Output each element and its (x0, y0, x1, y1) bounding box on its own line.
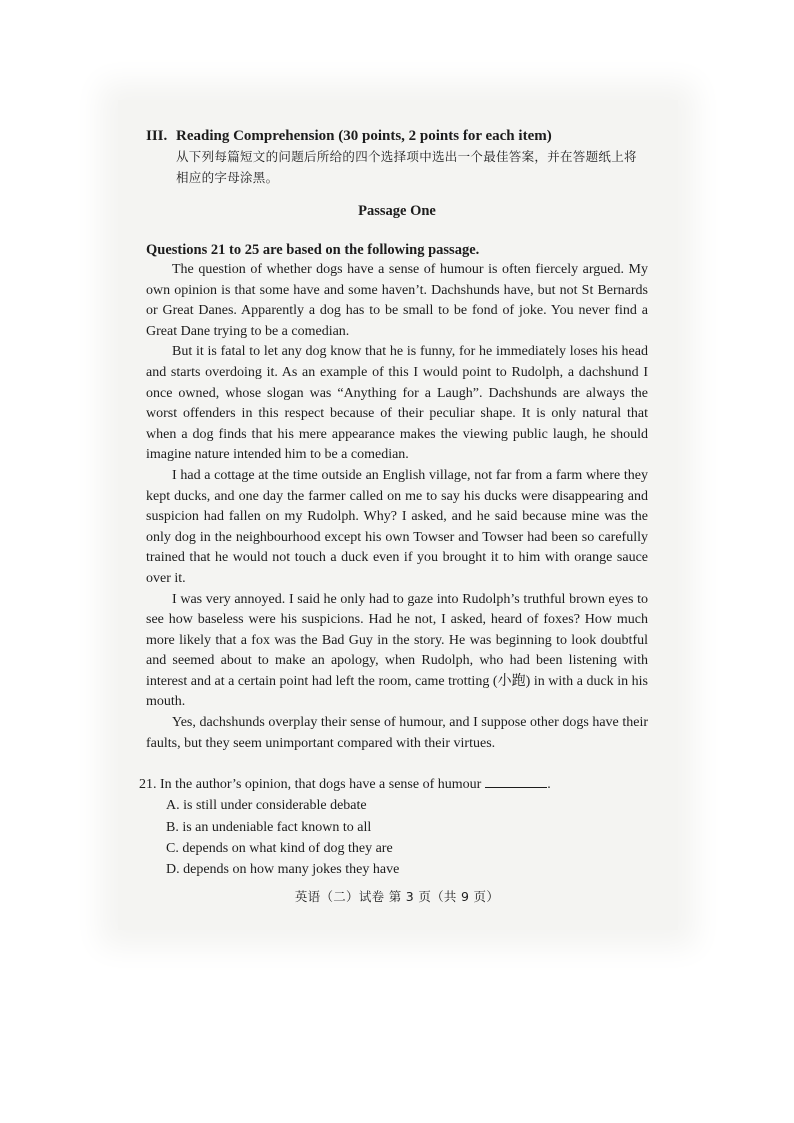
passage-body (146, 260, 648, 754)
option-a: A. is still under considerable debate (166, 798, 367, 814)
question-21 (139, 774, 648, 795)
section-title: Reading Comprehension (30 points, 2 points for each item) (176, 128, 552, 144)
passage-paragraph-5: Yes, dachshunds overplay their sense of humour, and I suppose other dogs have their faults, but they seem unimportant compared with their virtues. (146, 715, 648, 751)
question-stem-end: . (547, 777, 551, 793)
option-d: D. depends on how many jokes they have (166, 862, 400, 878)
section-number: III. (146, 128, 168, 144)
page-footer: 英语（二）试卷 第 3 页（共 9 页） (294, 888, 500, 904)
option-c: C. depends on what kind of dog they are (166, 841, 393, 857)
passage-title: Passage One (358, 203, 436, 219)
passage-paragraph-4: I was very annoyed. I said he only had to gaze into Rudolph’s truthful brown eyes to see how baseless were his suspicions. Had he not, I asked, heard of foxes? How much more likely that a fox was the Bad Guy in the story. He was beginning to look doubtful and seemed about to make an apology, when Rudolph, who had been listening with interest and at a certain point had left the room, came trotting (小跑) in with a duck in his mouth. (146, 591, 648, 710)
passage-intro: Questions 21 to 25 are based on the following passage. (146, 242, 480, 258)
answer-options (146, 795, 648, 881)
passage-paragraph-2: But it is fatal to let any dog know that he is funny, for he immediately loses his head and starts overdoing it. As an example of this I would point to Rudolph, a dachshund I once owned, whose slogan was “Anything for a Laugh”. Dachshunds are always the worst offenders in this respect because of their peculiar shape. It is only natural that when a dog finds that his mere appearance makes the viewing public laugh, he should imagine nature intended him to be a comedian. (146, 344, 648, 463)
section-heading (146, 126, 648, 146)
section-instruction: 从下列每篇短文的问题后所给的四个选择项中选出一个最佳答案，并在答题纸上将相应的字母涂黑。 (176, 149, 637, 185)
option-b: B. is an undeniable fact known to all (166, 819, 372, 835)
question-stem: 21. In the author’s opinion, that dogs have a sense of humour (139, 777, 482, 793)
answer-blank (485, 775, 547, 788)
passage-paragraph-1: The question of whether dogs have a sense of humour is often fiercely argued. My own opinion is that some have and some haven’t. Dachshunds have, but not St Bernards or Great Danes. Apparently a dog has to be small to be fond of joke. You never find a Great Dane trying to be a comedian. (146, 262, 648, 339)
passage-paragraph-3: I had a cottage at the time outside an English village, not far from a farm where they kept ducks, and one day the farmer called on me to say his ducks were disappearing and suspicion had fallen on my Rudolph. Why? I asked, and he said because mine was the only dog in the neighbourhood except his own Towser and Towser had been so carefully trained that he would not touch a duck even if you brought it to him with orange sauce over it. (146, 467, 648, 586)
exam-page-content (139, 126, 648, 907)
